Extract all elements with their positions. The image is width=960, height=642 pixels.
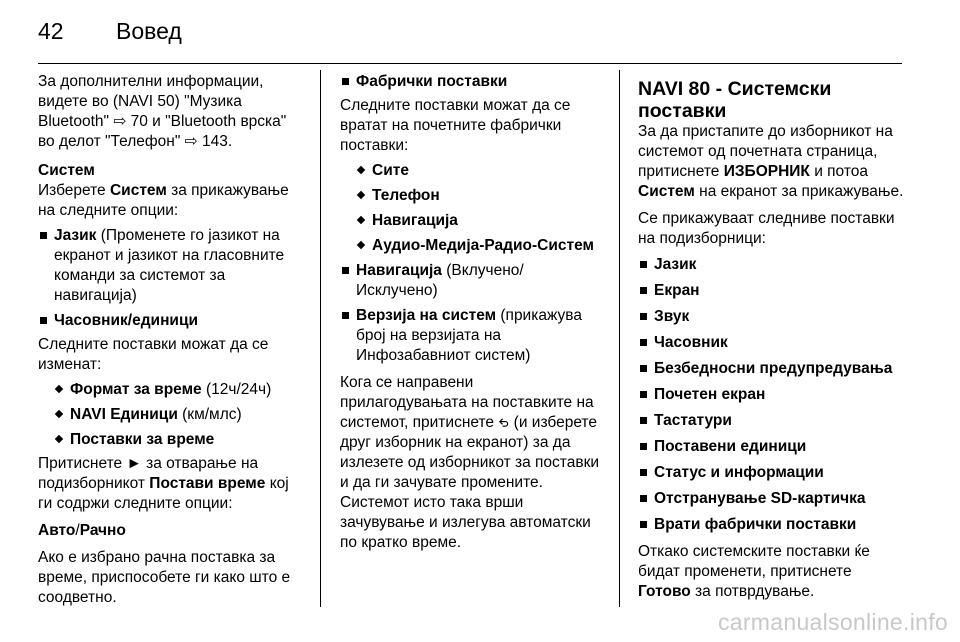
diamond-bullet-icon	[357, 216, 365, 224]
page-ref-icon: ⇨	[113, 113, 127, 130]
factory-description: Следните поставки можат да се вратат на почетните фабрички поставки:	[340, 97, 571, 154]
select-paragraph: Изберете Систем за прикажување на следните опции:	[38, 182, 289, 219]
square-bullet-icon	[342, 312, 349, 319]
square-bullet-icon	[40, 232, 47, 239]
list-item-factory: Фабрички поставки	[340, 72, 602, 92]
list-item-language: Јазик (Променете го јазикот на екранот и јазикот на гласовните команди за системот за навигација)	[38, 226, 300, 306]
column-divider-2	[619, 70, 620, 607]
diamond-bullet-icon	[357, 166, 365, 174]
diamond-bullet-icon	[357, 191, 365, 199]
square-bullet-icon	[640, 521, 647, 528]
square-bullet-icon	[640, 261, 647, 268]
diamond-bullet-icon	[357, 241, 365, 249]
diamond-bullet-icon	[55, 385, 63, 393]
column-3	[638, 72, 906, 602]
sublist-item-time-format: Формат за време (12ч/24ч)	[54, 380, 300, 400]
diamond-bullet-icon	[55, 410, 63, 418]
submenu-item: Екран	[638, 281, 906, 301]
factory-item-phone: Телефон	[356, 186, 602, 206]
sublist-item-navi-units: NAVI Единици (км/млс)	[54, 405, 300, 425]
after-paragraph: Откако системските поставки ќе бидат променети, притиснете Готово за потврдување.	[638, 543, 870, 600]
page-title: Вовед	[116, 18, 182, 44]
list-item-navigation: Навигација (Вклучено/ Исклучено)	[340, 261, 602, 301]
submenu-item: Статус и информации	[638, 463, 906, 483]
header-rule	[38, 63, 902, 64]
square-bullet-icon	[640, 287, 647, 294]
back-icon	[498, 417, 509, 428]
sublist-item-time-settings: Поставки за време	[54, 430, 300, 450]
square-bullet-icon	[342, 267, 349, 274]
submenu-item: Часовник	[638, 333, 906, 353]
submenu-item: Почетен екран	[638, 385, 906, 405]
column-1	[38, 72, 300, 608]
clock-description: Следните поставки можат да се изменат:	[38, 336, 269, 373]
square-bullet-icon	[640, 339, 647, 346]
diamond-bullet-icon	[55, 435, 63, 443]
outro-paragraph: Кога се направени прилагодувањата на поставките на системот, притиснете (и изберете друг изборник на екранот) за да излезете од изборникот за поставки и да ги зачувате промените. Системот исто така врши зачувување и излегува автоматски по кратко време.	[340, 374, 600, 551]
auto-manual-label: Авто/Рачно	[38, 522, 126, 539]
submenu-item: Поставени единици	[638, 437, 906, 457]
system-heading: Систем	[38, 162, 95, 179]
column-2	[340, 72, 602, 553]
auto-description: Ако е избрано рачна поставка за време, приспособете ги како што е соодветно.	[38, 549, 291, 606]
factory-item-audio: Аудио-Медија-Радио-Систем	[356, 236, 602, 256]
page-ref-icon: ⇨	[184, 133, 198, 150]
submenu-item: Тастатури	[638, 411, 906, 431]
submenu-item: Безбедносни предупредувања	[638, 359, 906, 379]
submenu-list	[638, 255, 906, 535]
access-paragraph: За да пристапите до изборникот на системот од почетната страница, притиснете ИЗБОРНИК и потоа Систем на екранот за прикажување.	[638, 123, 904, 200]
square-bullet-icon	[342, 78, 349, 85]
square-bullet-icon	[640, 469, 647, 476]
page-number: 42	[38, 18, 64, 44]
square-bullet-icon	[640, 391, 647, 398]
submenu-intro: Се прикажуваат следниве поставки на подизборници:	[638, 210, 895, 247]
watermark: carmanualsonline.info	[717, 609, 948, 635]
square-bullet-icon	[640, 417, 647, 424]
section-title: NAVI 80 - Системски поставки	[638, 78, 832, 122]
square-bullet-icon	[640, 365, 647, 372]
square-bullet-icon	[40, 317, 47, 324]
submenu-item: Јазик	[638, 255, 906, 275]
square-bullet-icon	[640, 443, 647, 450]
submenu-item: Врати фабрички поставки	[638, 515, 906, 535]
factory-item-all: Сите	[356, 161, 602, 181]
intro-paragraph: За дополнителни информации, видете во (NAVI 50) "Музика Bluetooth" ⇨ 70 и "Bluetooth врска" во делот "Телефон" ⇨ 143.	[38, 73, 287, 150]
press-paragraph: Притиснете ► за отварање на подизборникот Постави време кој ги содржи следните опции:	[38, 455, 289, 512]
factory-item-navigation: Навигација	[356, 211, 602, 231]
play-arrow-icon: ►	[126, 455, 142, 472]
submenu-item: Звук	[638, 307, 906, 327]
list-item-clock: Часовник/единици	[38, 311, 300, 331]
square-bullet-icon	[640, 313, 647, 320]
list-item-version: Верзија на систем (прикажува број на верзијата на Инфозабавниот систем)	[340, 306, 602, 366]
square-bullet-icon	[640, 495, 647, 502]
column-divider-1	[320, 70, 321, 607]
submenu-item: Отстранување SD-картичка	[638, 489, 906, 509]
